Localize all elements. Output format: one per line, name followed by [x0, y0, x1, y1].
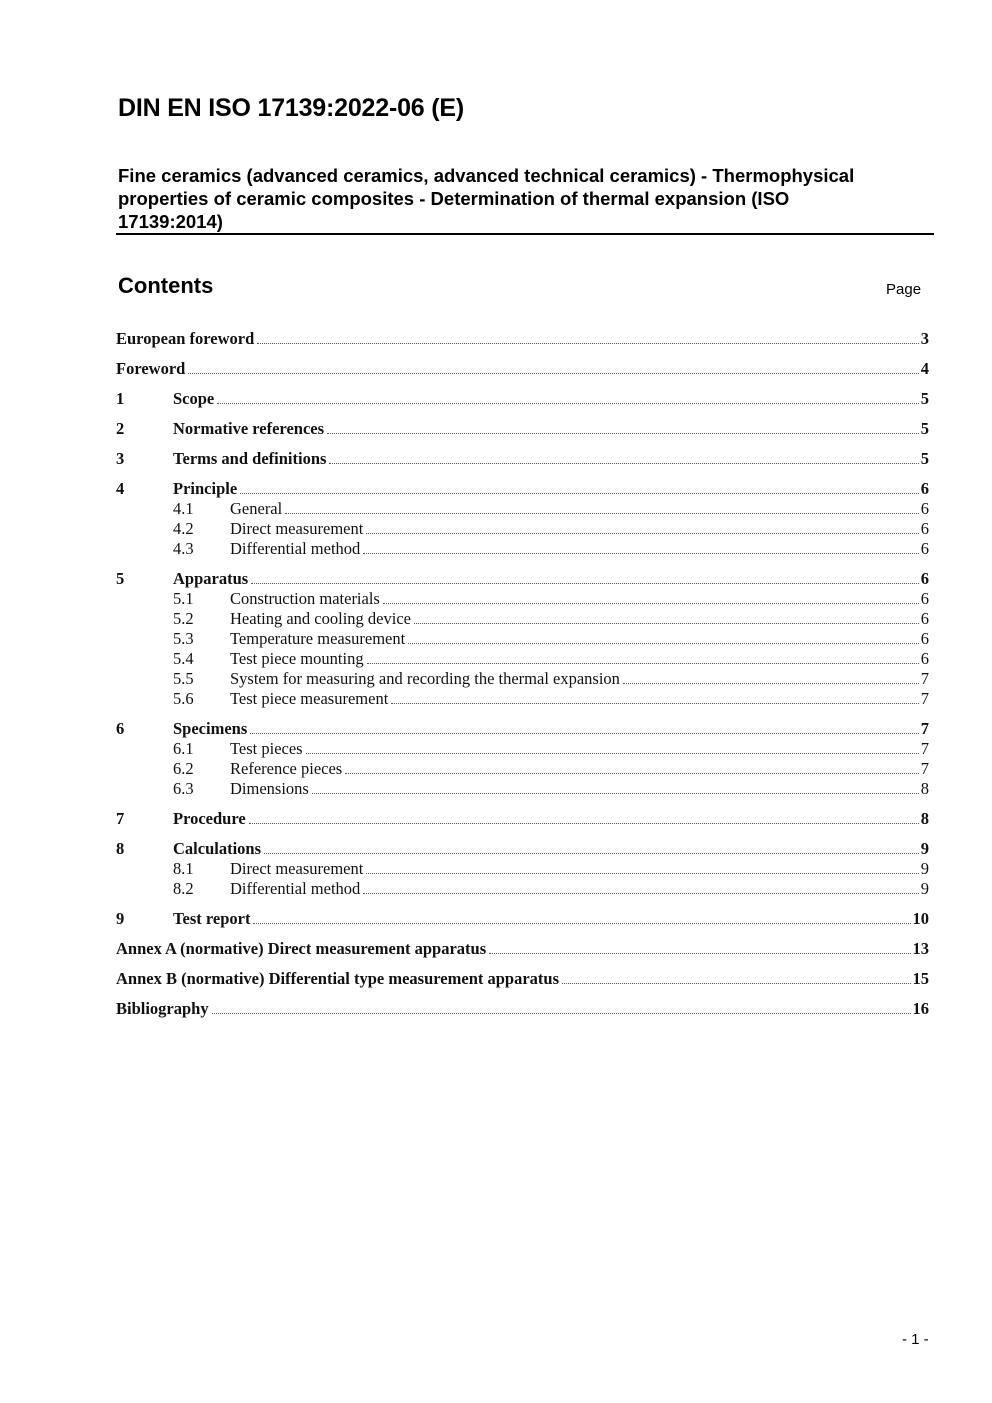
toc-entry-title: Temperature measurement [230, 629, 406, 648]
toc-dot-leader [363, 893, 918, 894]
toc-entry-number: 3 [116, 449, 125, 468]
toc-entry-title: Differential method [230, 539, 361, 558]
toc-dot-leader [250, 733, 919, 734]
document-title [118, 164, 934, 233]
toc-entry-number: 8.2 [173, 879, 194, 898]
toc-entry[interactable] [116, 689, 929, 709]
toc-entry-number: 8 [116, 839, 125, 858]
toc-dot-leader [408, 643, 919, 644]
toc-entry-number: 5 [116, 569, 125, 588]
toc-entry-title: European foreword [116, 329, 255, 348]
toc-entry[interactable] [116, 569, 929, 589]
toc-entry-title: System for measuring and recording the thermal expansion [230, 669, 620, 688]
toc-entry[interactable] [116, 519, 929, 539]
toc-entry[interactable] [116, 479, 929, 499]
toc-dot-leader [251, 583, 919, 584]
toc-entry-page: 6 [920, 649, 929, 668]
toc-entry-title: Bibliography [116, 999, 209, 1018]
page-number: - 1 - [902, 1331, 929, 1348]
toc-entry-title: Normative references [173, 419, 325, 438]
toc-dot-leader [253, 923, 910, 924]
title-divider [116, 233, 934, 235]
toc-entry[interactable] [116, 719, 929, 739]
toc-entry-number: 5.3 [173, 629, 194, 648]
toc-entry-title: Dimensions [230, 779, 309, 798]
toc-entry-page: 4 [920, 359, 929, 378]
page-column-label: Page [886, 281, 922, 298]
toc-entry-title: Procedure [173, 809, 246, 828]
toc-entry-page: 3 [920, 329, 929, 348]
toc-entry-page: 13 [912, 939, 929, 958]
toc-entry[interactable] [116, 589, 929, 609]
toc-entry-number: 9 [116, 909, 125, 928]
toc-entry-title: Test report [173, 909, 251, 928]
toc-dot-leader [623, 683, 919, 684]
toc-entry[interactable] [116, 809, 929, 829]
toc-entry-page: 6 [920, 499, 929, 518]
toc-entry[interactable] [116, 969, 929, 989]
toc-entry-title: Direct measurement [230, 859, 364, 878]
toc-entry-page: 8 [920, 779, 929, 798]
toc-entry-number: 5.5 [173, 669, 194, 688]
toc-entry-title: Calculations [173, 839, 262, 858]
toc-entry-title: Annex B (normative) Differential type measurement apparatus [116, 969, 560, 988]
toc-dot-leader [212, 1013, 911, 1014]
toc-dot-leader [363, 553, 918, 554]
toc-entry-page: 10 [912, 909, 929, 928]
toc-entry-number: 2 [116, 419, 125, 438]
toc-entry-number: 5.6 [173, 689, 194, 708]
toc-dot-leader [327, 433, 919, 434]
toc-entry-number: 4.2 [173, 519, 194, 538]
toc-entry-page: 6 [920, 539, 929, 558]
toc-entry-page: 15 [912, 969, 929, 988]
toc-entry-page: 7 [920, 759, 929, 778]
document-title-line-2: properties of ceramic composites - Determination of thermal expansion (ISO [118, 188, 790, 209]
toc-entry[interactable] [116, 649, 929, 669]
toc-entry[interactable] [116, 879, 929, 899]
toc-entry-title: Construction materials [230, 589, 380, 608]
toc-entry-page: 9 [920, 839, 929, 858]
toc-entry-page: 5 [920, 449, 929, 468]
document-title-line-3: 17139:2014) [118, 211, 223, 232]
toc-entry-title: Test piece measurement [230, 689, 389, 708]
toc-entry-title: Specimens [173, 719, 248, 738]
toc-dot-leader [414, 623, 919, 624]
toc-entry-number: 4 [116, 479, 125, 498]
toc-dot-leader [285, 513, 919, 514]
toc-entry[interactable] [116, 759, 929, 779]
toc-entry-page: 7 [920, 669, 929, 688]
toc-entry-title: Terms and definitions [173, 449, 327, 468]
toc-entry-page: 6 [920, 479, 929, 498]
toc-entry-page: 5 [920, 419, 929, 438]
toc-entry[interactable] [116, 329, 929, 349]
toc-entry-page: 6 [920, 519, 929, 538]
toc-dot-leader [345, 773, 919, 774]
toc-entry-title: General [230, 499, 283, 518]
toc-dot-leader [366, 533, 918, 534]
toc-entry[interactable] [116, 449, 929, 469]
toc-dot-leader [367, 663, 919, 664]
toc-entry-page: 7 [920, 719, 929, 738]
toc-entry-title: Differential method [230, 879, 361, 898]
toc-entry-number: 8.1 [173, 859, 194, 878]
toc-entry-page: 9 [920, 859, 929, 878]
toc-dot-leader [329, 463, 918, 464]
toc-entry-page: 8 [920, 809, 929, 828]
toc-entry[interactable] [116, 389, 929, 409]
toc-entry-page: 5 [920, 389, 929, 408]
toc-entry-title: Foreword [116, 359, 186, 378]
toc-entry-number: 6.2 [173, 759, 194, 778]
toc-entry-number: 5.1 [173, 589, 194, 608]
toc-entry-number: 4.3 [173, 539, 194, 558]
toc-entry-page: 16 [912, 999, 929, 1018]
toc-entry[interactable] [116, 909, 929, 929]
toc-dot-leader [264, 853, 919, 854]
toc-dot-leader [312, 793, 919, 794]
toc-entry-title: Principle [173, 479, 238, 498]
toc-entry-number: 5.2 [173, 609, 194, 628]
toc-entry-page: 7 [920, 689, 929, 708]
toc-dot-leader [306, 753, 919, 754]
toc-dot-leader [217, 403, 919, 404]
toc-dot-leader [489, 953, 910, 954]
toc-entry-title: Apparatus [173, 569, 249, 588]
toc-entry[interactable] [116, 859, 929, 879]
toc-entry-number: 6.1 [173, 739, 194, 758]
toc-entry-number: 1 [116, 389, 125, 408]
toc-dot-leader [366, 873, 918, 874]
toc-entry-title: Heating and cooling device [230, 609, 411, 628]
toc-entry[interactable] [116, 669, 929, 689]
toc-entry[interactable] [116, 839, 929, 859]
toc-dot-leader [240, 493, 919, 494]
toc-entry-number: 6 [116, 719, 125, 738]
toc-entry-number: 5.4 [173, 649, 194, 668]
toc-entry-number: 7 [116, 809, 125, 828]
toc-entry-title: Direct measurement [230, 519, 364, 538]
document-title-line-1: Fine ceramics (advanced ceramics, advanced technical ceramics) - Thermophysical [118, 165, 855, 186]
toc-entry[interactable] [116, 999, 929, 1019]
toc-dot-leader [188, 373, 918, 374]
toc-entry-title: Scope [173, 389, 215, 408]
toc-entry-number: 6.3 [173, 779, 194, 798]
toc-entry-page: 7 [920, 739, 929, 758]
toc-entry-number: 4.1 [173, 499, 194, 518]
toc-entry[interactable] [116, 609, 929, 629]
toc-dot-leader [249, 823, 919, 824]
toc-entry[interactable] [116, 939, 929, 959]
toc-entry[interactable] [116, 499, 929, 519]
toc-entry-page: 6 [920, 609, 929, 628]
toc-entry[interactable] [116, 419, 929, 439]
toc-entry-page: 9 [920, 879, 929, 898]
toc-dot-leader [391, 703, 918, 704]
toc-entry-title: Test piece mounting [230, 649, 364, 668]
toc-entry[interactable] [116, 359, 929, 379]
toc-entry-page: 6 [920, 569, 929, 588]
toc-dot-leader [562, 983, 910, 984]
toc-entry[interactable] [116, 739, 929, 759]
table-of-contents [116, 329, 929, 1019]
contents-heading: Contents [118, 273, 214, 298]
toc-entry-title: Test pieces [230, 739, 303, 758]
toc-dot-leader [257, 343, 918, 344]
toc-entry[interactable] [116, 539, 929, 559]
toc-entry-title: Annex A (normative) Direct measurement apparatus [116, 939, 487, 958]
toc-dot-leader [383, 603, 919, 604]
document-id: DIN EN ISO 17139:2022-06 (E) [118, 94, 464, 122]
toc-entry-title: Reference pieces [230, 759, 343, 778]
toc-entry[interactable] [116, 629, 929, 649]
toc-entry-page: 6 [920, 589, 929, 608]
toc-entry[interactable] [116, 779, 929, 799]
toc-entry-page: 6 [920, 629, 929, 648]
